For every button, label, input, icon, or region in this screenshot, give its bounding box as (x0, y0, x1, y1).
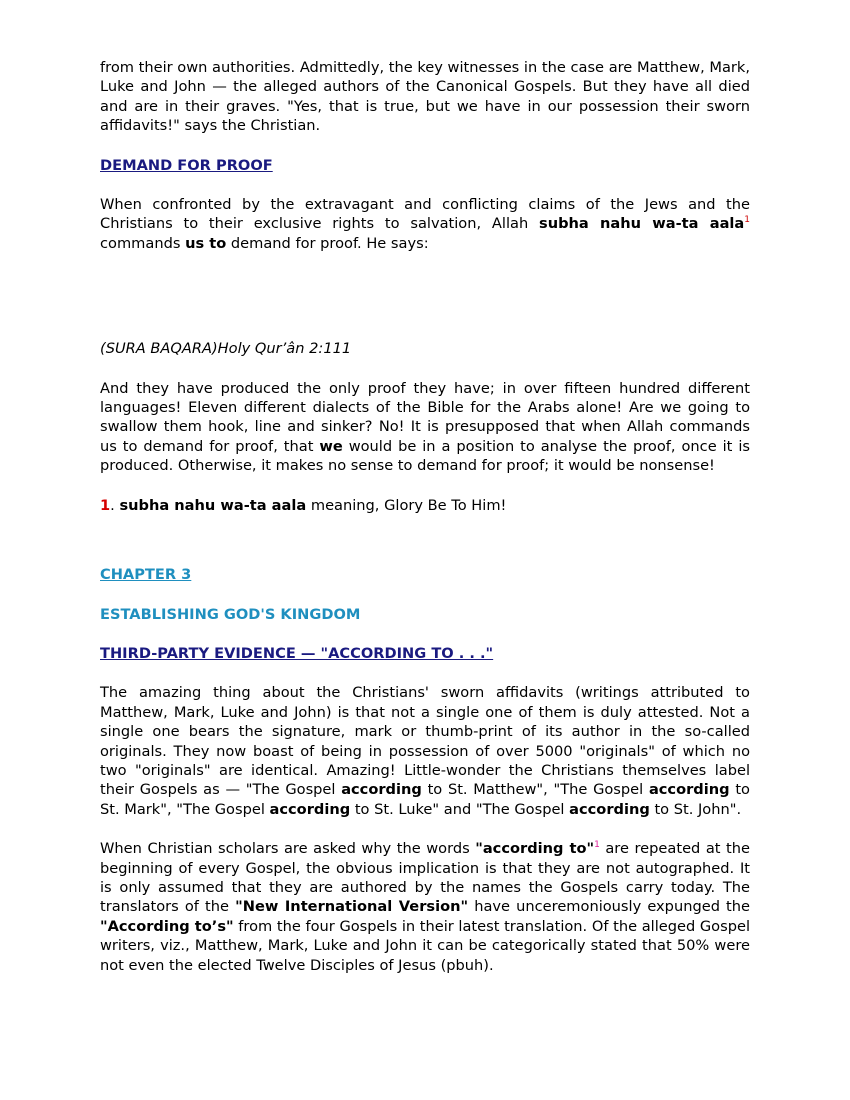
bold-span: subha nahu wa-ta aala (119, 496, 307, 514)
arabic-verse-space (100, 253, 750, 339)
text-span: And they have produced the only proof they have; in over fifteen hundred different languages! Eleven different dialects of the Bible for the Arabs alone! Are we going to swallow them hook, line and sinker? No! It is presupposed that when Allah commands us to demand for proof, that (100, 379, 750, 455)
text-span: from the four Gospels in their latest translation. Of the alleged Gospel writers, viz., Matthew, Mark, Luke and John it can be categorically stated that 50% were not even the elected Twelve Disciples of Jesus (pbuh). (100, 917, 751, 974)
text-span: to St. Luke" and "The Gospel (350, 800, 570, 818)
text-span: to St. Matthew", "The Gospel (421, 781, 649, 799)
text-span: When confronted by the extravagant and conflicting claims of the Jews and the Christians to their exclusive rights to salvation, Allah (100, 196, 750, 233)
bold-span: subha nahu wa-ta aala (539, 215, 745, 233)
sura-reference: (SURA BAQARA)Holy Qur’ân 2:111 (100, 340, 352, 358)
text-span: to St. John". (649, 800, 742, 818)
chapter-title: ESTABLISHING GOD'S KINGDOM (100, 605, 361, 623)
bold-span: "according to" (475, 840, 595, 858)
text-span: have unceremoniously expunged the (468, 898, 751, 916)
bold-span: according (269, 800, 351, 818)
paragraph-produced-proof (100, 379, 750, 476)
text-span: commands (100, 234, 186, 252)
footnote-marker: 1 (744, 215, 750, 226)
footnote-number: 1 (100, 496, 111, 514)
bold-span: according (569, 800, 650, 818)
text-span: meaning, Glory Be To Him! (306, 496, 507, 514)
footnote-marker: 1 (594, 840, 600, 851)
chapter-number-link[interactable]: CHAPTER 3 (100, 566, 192, 584)
text-span: The amazing thing about the Christians' sworn affidavits (writings attributed to Matthew, Mark, Luke and John) is that not a single one of them is duly attested. Not a single one bears the signature, mark or thumb-print of its author in the so-called originals. They now boast of being in possession of over 5000 "originals" of which no two "originals" are identical. Amazing! Little-wonder the Christians themselves label their Gospels as — "The Gospel (100, 684, 750, 799)
bold-span: us to (185, 234, 227, 252)
bold-span: we (319, 437, 343, 455)
document-page (100, 58, 750, 975)
bold-span: according (648, 781, 730, 799)
text-span: are repeated at the beginning of every Gospel, the obvious implication is that they are not autographed. It is only assumed that they are authored by the names the Gospels carry today. The translators of the (100, 840, 750, 916)
text-span: When Christian scholars are asked why the words (100, 840, 476, 858)
text-span: demand for proof. He says: (226, 234, 429, 252)
text-span: would be in a position to analyse the proof, once it is produced. Otherwise, it makes no sense to demand for proof; it would be nonsense! (100, 437, 750, 475)
bold-span: "New International Version" (235, 898, 469, 916)
paragraph-christian-scholars (100, 839, 750, 975)
text-span: to St. Mark", "The Gospel (100, 781, 750, 818)
paragraph-authorities: from their own authorities. Admittedly, the key witnesses in the case are Matthew, Mark, Luke and John — the alleged authors of the Canonical Gospels. But they have all died and are in their graves. "Yes, that is true, but we have in our possession their sworn affidavits!" says the Christian. (100, 59, 750, 135)
bold-span: "According to’s" (100, 917, 234, 935)
heading-demand-for-proof: DEMAND FOR PROOF (100, 156, 273, 174)
paragraph-sworn-affidavits (100, 683, 750, 819)
heading-third-party-evidence: THIRD-PARTY EVIDENCE — "ACCORDING TO . . ." (100, 644, 494, 662)
text-span: . (110, 496, 120, 514)
bold-span: according (341, 781, 422, 799)
paragraph-confronted (100, 195, 750, 253)
footnote (100, 496, 750, 515)
